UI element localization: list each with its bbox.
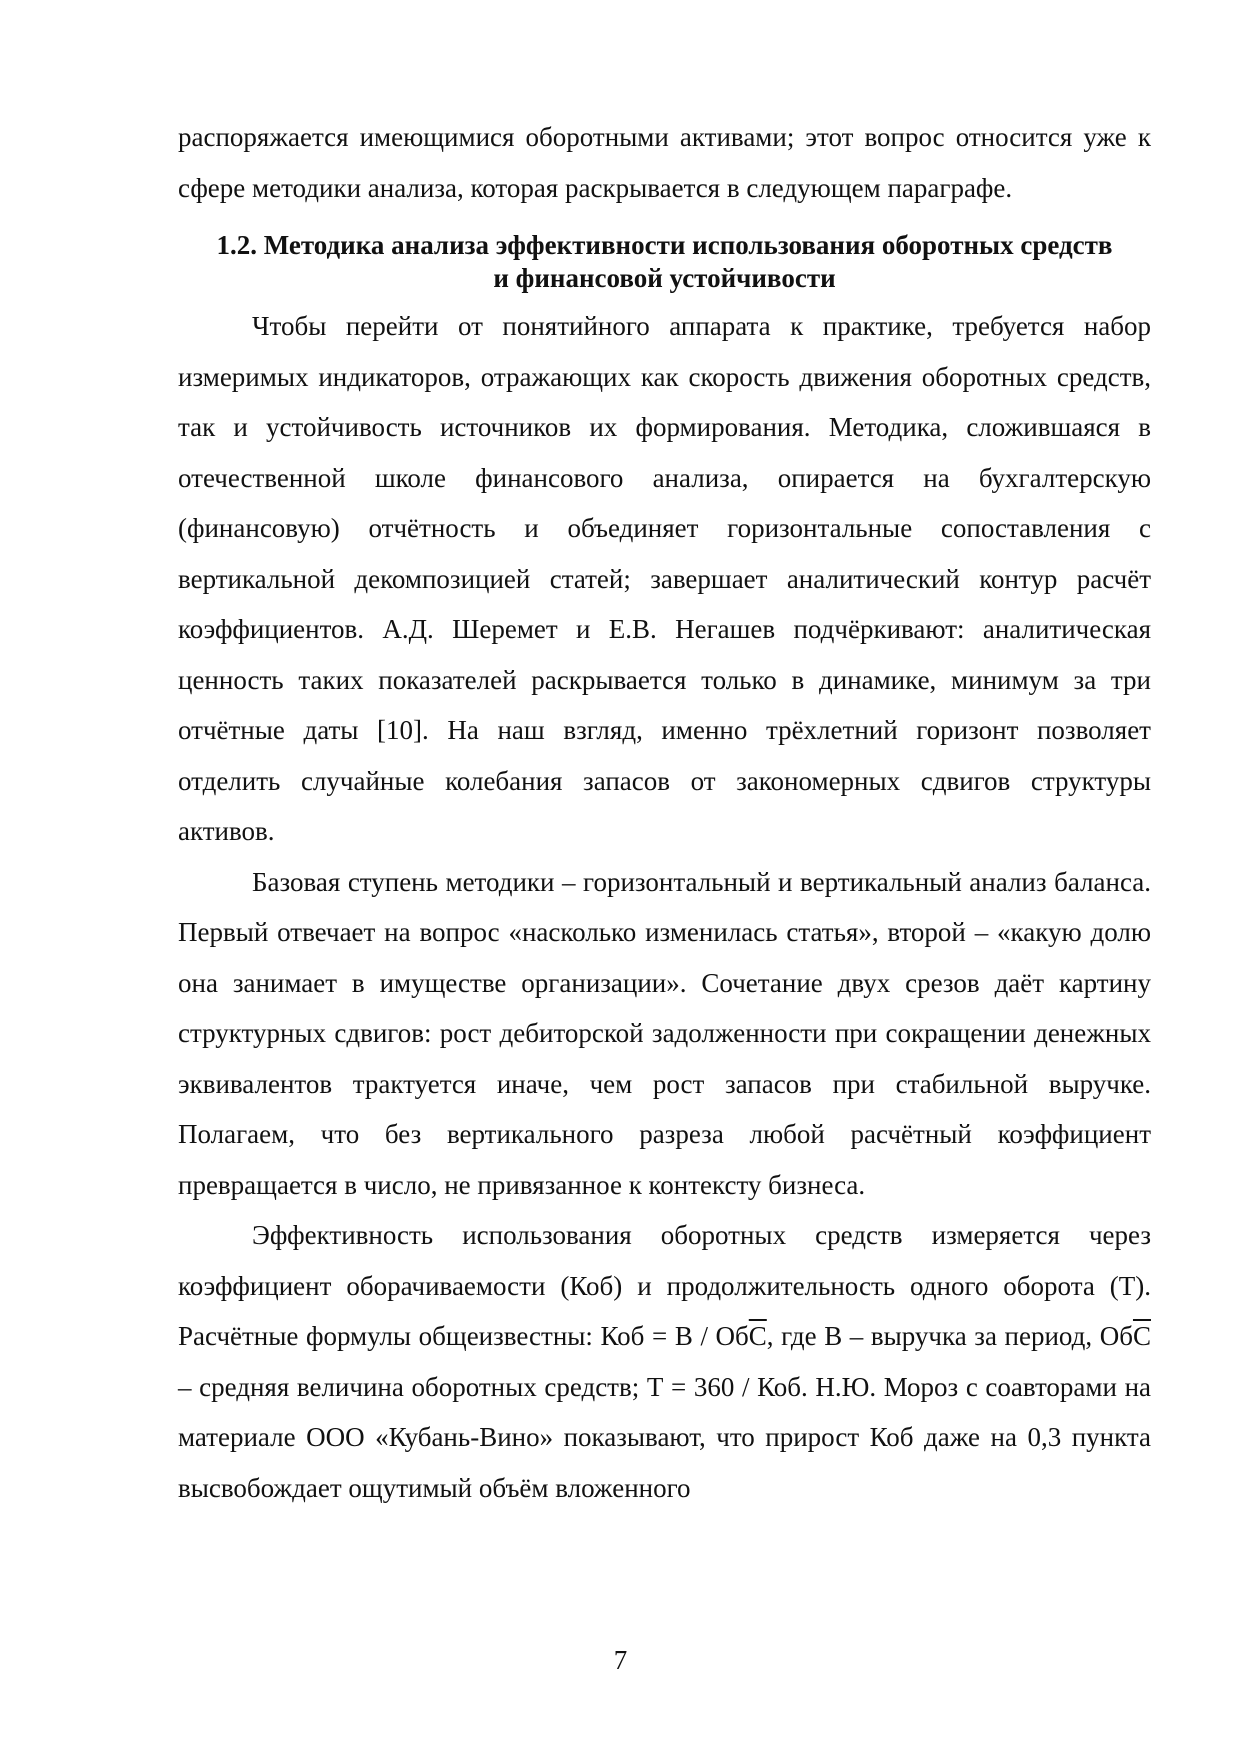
section-heading (178, 229, 1151, 295)
paragraph-text-part: , где В – выручка за период, Об (766, 1321, 1133, 1351)
paragraph-balance-analysis: Базовая ступень методики – горизонтальный и вертикальный анализ баланса. Первый отвечает на вопрос «насколько изменилась статья», второй – «какую долю она занимает в имуществе организации». Сочетание двух срезов даёт картину структурных сдвигов: рост дебиторской задолженности при сокращении денежных эквивалентов трактуется иначе, чем рост запасов при стабильной выручке. Полагаем, что без вертикального разреза любой расчётный коэффициент превращается в число, не привязанное к контексту бизнеса. (178, 866, 1151, 1200)
paragraph-text-part: Эффективность использования оборотных средств измеряется через коэффициент оборачиваемости (Коб) и продолжительность одного оборота (Т). Расчётные формулы общеизвестны: Коб = В / Об (178, 1220, 1151, 1351)
paragraph-methodology: Чтобы перейти от понятийного аппарата к практике, требуется набор измеримых индикаторов, отражающих как скорость движения оборотных средств, так и устойчивость источников их формирования. Методика, сложившаяся в отечественной школе финансового анализа, опирается на бухгалтерскую (финансовую) отчётность и объединяет горизонтальные сопоставления с вертикальной декомпозицией статей; завершает аналитический контур расчёт коэффициентов. А.Д. Шеремет и Е.В. Негашев подчёркивают: аналитическая ценность таких показателей раскрывается только в динамике, минимум за три отчётные даты [10]. На наш взгляд, именно трёхлетний горизонт позволяет отделить случайные колебания запасов от закономерных сдвигов структуры активов. (178, 311, 1151, 846)
page-number: 7 (613, 1645, 628, 1675)
section-heading-line2: и финансовой устойчивости (493, 263, 836, 293)
overline-symbol: С (1132, 1321, 1151, 1351)
intro-paragraph: распоряжается имеющимися оборотными активами; этот вопрос относится уже к сфере методики анализа, которая раскрывается в следующем параграфе. (178, 122, 1151, 203)
section-heading-line1: 1.2. Методика анализа эффективности использования оборотных средств (216, 230, 1113, 260)
overline-symbol: С (748, 1321, 767, 1351)
paragraph-text-part: – средняя величина оборотных средств; Т = 360 / Коб. Н.Ю. Мороз с соавторами на материале ООО «Кубань-Вино» показывают, что прирост Коб даже на 0,3 пункта высвобождает ощутимый объём вложенного (178, 1371, 1151, 1503)
document-page (178, 112, 1151, 1513)
paragraph-turnover-formulas (178, 1210, 1151, 1513)
